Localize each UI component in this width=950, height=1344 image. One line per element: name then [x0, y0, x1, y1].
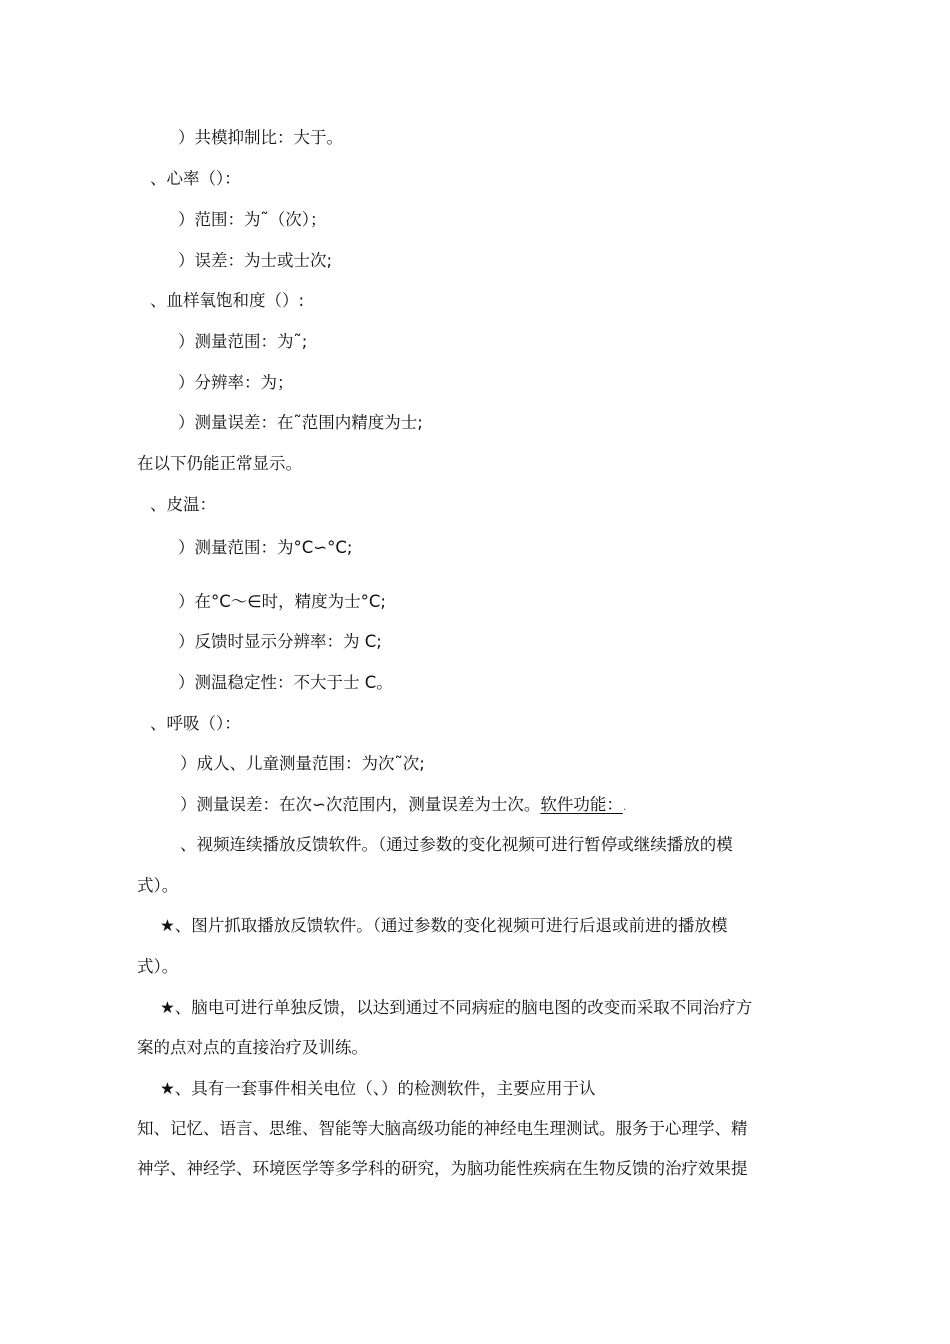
- eeg-feedback-line1: ★、脑电可进行单独反馈，以达到通过不同病症的脑电图的改变而采取不同治疗方: [160, 998, 753, 1017]
- spo2-error: ）测量误差：在˜范围内精度为士;: [178, 413, 423, 432]
- display-note: 在以下仍能正常显示。: [137, 454, 302, 473]
- respiration-error-text: ）测量误差：在次∽次范围内，测量误差为士次。: [180, 795, 541, 814]
- spo2-resolution: ）分辨率：为；: [178, 373, 294, 392]
- skin-temp-stability: ）测温稳定性：不大于士 C。: [178, 673, 393, 692]
- skin-temp-resolution: ）反馈时显示分辨率：为 C;: [178, 632, 382, 651]
- eeg-feedback-line2: 案的点对点的直接治疗及训练。: [137, 1038, 368, 1057]
- spo2-range: ）测量范围：为˜;: [178, 332, 308, 351]
- software-functions-heading: 软件功能：: [540, 795, 623, 814]
- erp-line2: 知、记忆、语言、思维、智能等大脑高级功能的神经电生理测试。服务于心理学、精: [137, 1119, 748, 1138]
- cmrr-line: ）共模抑制比：大于。: [178, 128, 343, 147]
- skin-temp-heading: 、皮温：: [150, 495, 216, 514]
- spo2-heading: 、血样氧饱和度（）:: [150, 291, 305, 310]
- video-feedback-line1: 、视频连续播放反馈软件。（通过参数的变化视频可进行暂停或继续播放的模: [180, 835, 733, 854]
- skin-temp-accuracy: ）在°C～∈时，精度为士°C;: [178, 592, 386, 611]
- erp-line1: ★、具有一套事件相关电位（、）的检测软件，主要应用于认: [160, 1079, 596, 1098]
- respiration-heading: 、呼吸（）：: [150, 714, 241, 733]
- erp-line3: 神学、神经学、环境医学等多学科的研究，为脑功能性疾病在生物反馈的治疗效果提: [137, 1159, 748, 1178]
- heart-rate-range: ）范围：为˜（次）；: [178, 210, 327, 229]
- image-feedback-line2: 式）。: [137, 957, 179, 976]
- respiration-range: ）成人、儿童测量范围：为次˜次;: [180, 754, 425, 773]
- image-feedback-line1: ★、图片抓取播放反馈软件。（通过参数的变化视频可进行后退或前进的播放模: [160, 916, 728, 935]
- heart-rate-heading: 、心率（）：: [150, 169, 241, 188]
- skin-temp-range: ）测量范围：为°C∽°C;: [178, 538, 353, 557]
- heart-rate-error: ）误差：为士或士次;: [178, 251, 333, 270]
- trailing-mark: .: [622, 800, 627, 813]
- respiration-error: [180, 793, 626, 819]
- video-feedback-line2: 式）。: [137, 876, 179, 895]
